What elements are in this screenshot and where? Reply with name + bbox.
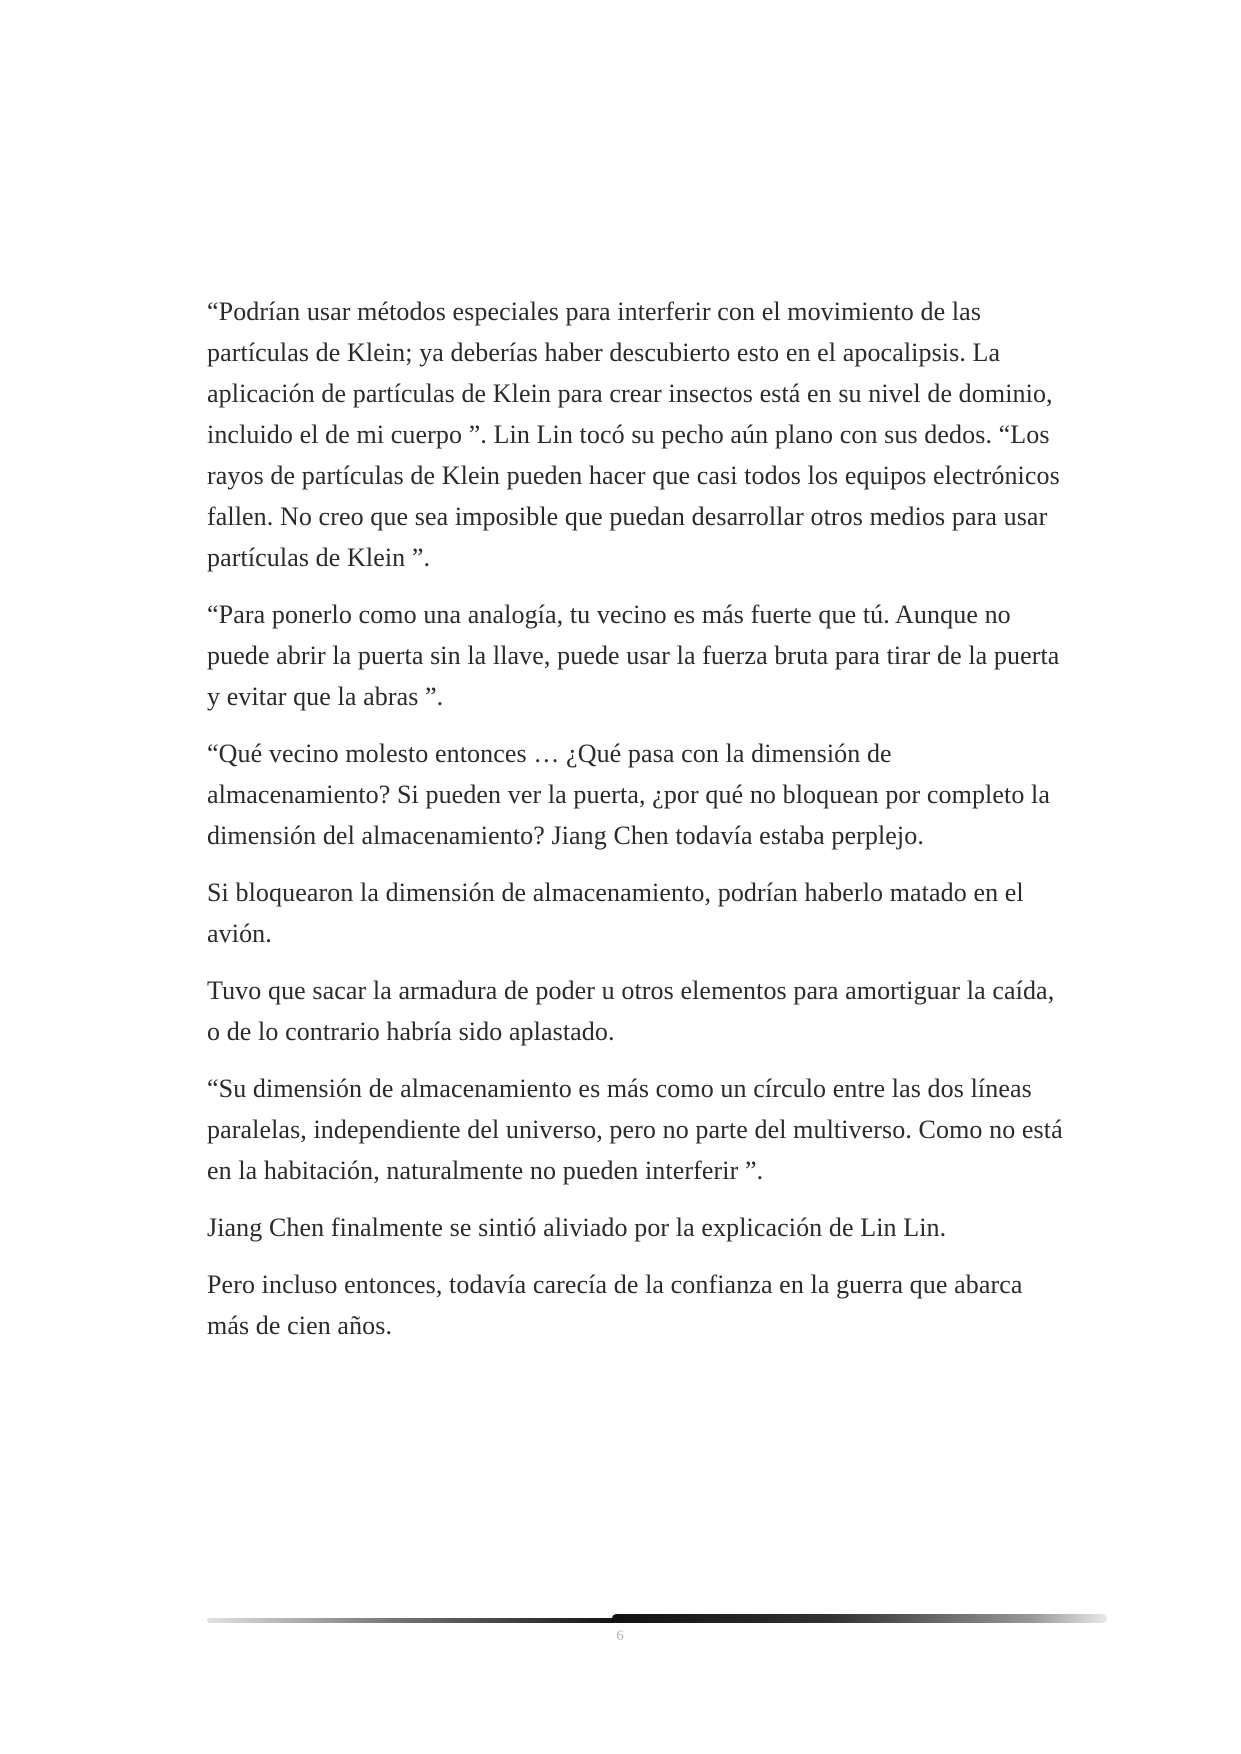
- paragraph: Jiang Chen finalmente se sintió aliviado por la explicación de Lin Lin.: [207, 1213, 947, 1242]
- body-text: [207, 291, 1065, 1362]
- paragraph: Tuvo que sacar la armadura de poder u otros elementos para amortiguar la caída, o de lo contrario habría sido aplastado.: [207, 976, 1055, 1046]
- paragraph: Si bloquearon la dimensión de almacenamiento, podrían haberlo matado en el avión.: [207, 878, 1024, 948]
- paragraph: Pero incluso entonces, todavía carecía de la confianza en la guerra que abarca más de cien años.: [207, 1270, 1023, 1340]
- paragraph: “Su dimensión de almacenamiento es más como un círculo entre las dos líneas paralelas, independiente del universo, pero no parte del multiverso. Como no está en la habitación, naturalmente no pueden interferir ”.: [207, 1074, 1063, 1185]
- paragraph: “Para ponerlo como una analogía, tu vecino es más fuerte que tú. Aunque no puede abrir la puerta sin la llave, puede usar la fuerza bruta para tirar de la puerta y evitar que la abras ”.: [207, 600, 1060, 711]
- paragraph: “Podrían usar métodos especiales para interferir con el movimiento de las partículas de Klein; ya deberías haber descubierto esto en el apocalipsis. La aplicación de partículas de Klein para crear insectos está en su nivel de dominio, incluido el de mi cuerpo ”. Lin Lin tocó su pecho aún plano con sus dedos. “Los rayos de partículas de Klein pueden hacer que casi todos los equipos electrónicos fallen. No creo que sea imposible que puedan desarrollar otros medios para usar partículas de Klein ”.: [207, 297, 1060, 572]
- footer-divider: [207, 1614, 1107, 1624]
- page-number: 6: [616, 1628, 624, 1644]
- footer-divider-left: [207, 1618, 617, 1623]
- paragraph: “Qué vecino molesto entonces … ¿Qué pasa con la dimensión de almacenamiento? Si pueden ver la puerta, ¿por qué no bloquean por completo la dimensión del almacenamiento? Jiang Chen todavía estaba perplejo.: [207, 739, 1051, 850]
- footer-divider-right: [612, 1614, 1107, 1623]
